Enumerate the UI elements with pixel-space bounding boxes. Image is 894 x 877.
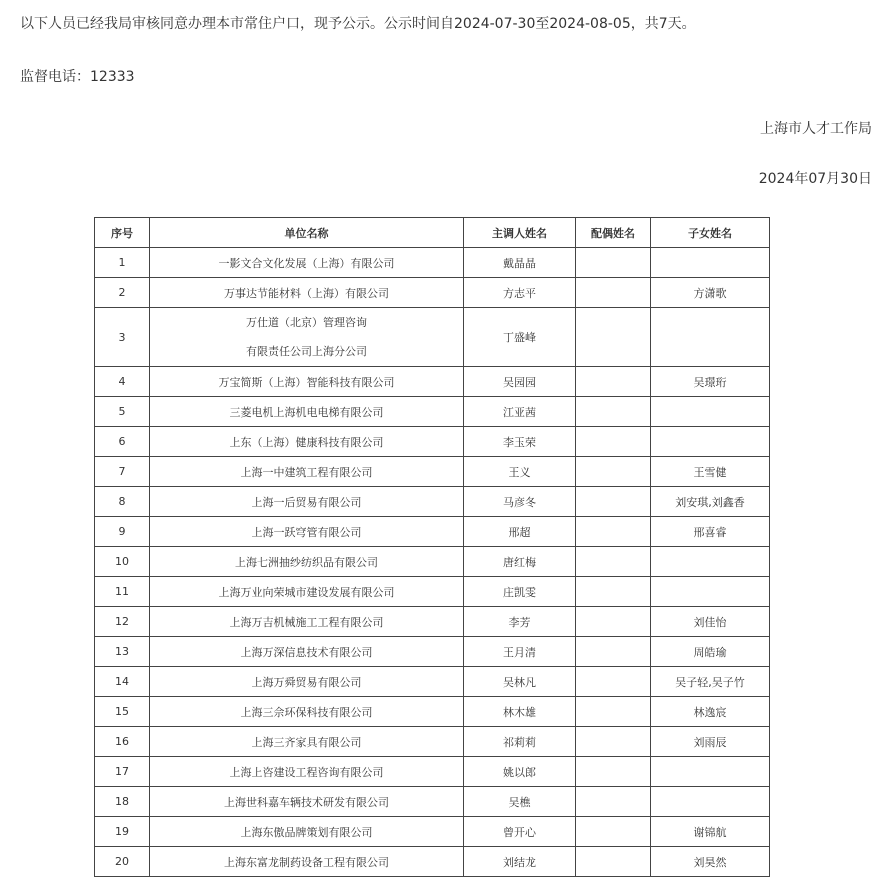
spouse-name (576, 248, 651, 278)
unit-name (150, 308, 464, 367)
main-applicant-name: 王月清 (464, 637, 576, 667)
main-applicant-name: 吴园园 (464, 367, 576, 397)
children-names: 周皓瑜 (651, 637, 770, 667)
main-applicant-name: 江亚茜 (464, 397, 576, 427)
children-names (651, 308, 770, 367)
unit-name: 万事达节能材料（上海）有限公司 (150, 278, 464, 308)
spouse-name (576, 547, 651, 577)
table-row (95, 847, 770, 877)
spouse-name (576, 667, 651, 697)
children-names: 刘雨辰 (651, 727, 770, 757)
main-applicant-name: 王义 (464, 457, 576, 487)
unit-name: 上海一跃穹管有限公司 (150, 517, 464, 547)
table-row (95, 427, 770, 457)
main-applicant-name: 唐红梅 (464, 547, 576, 577)
table-row (95, 367, 770, 397)
main-applicant-name: 祁莉莉 (464, 727, 576, 757)
children-names: 吴璟珩 (651, 367, 770, 397)
unit-name: 上海万舜贸易有限公司 (150, 667, 464, 697)
table-row (95, 637, 770, 667)
children-names (651, 547, 770, 577)
row-number: 12 (95, 607, 150, 637)
children-names: 方潇歌 (651, 278, 770, 308)
children-names (651, 427, 770, 457)
table-row (95, 757, 770, 787)
unit-name: 万宝简斯（上海）智能科技有限公司 (150, 367, 464, 397)
unit-name: 上海万吉机械施工工程有限公司 (150, 607, 464, 637)
row-number: 5 (95, 397, 150, 427)
children-names: 谢锦航 (651, 817, 770, 847)
publish-date: 2024年07月30日 (758, 171, 872, 187)
row-number: 10 (95, 547, 150, 577)
row-number: 20 (95, 847, 150, 877)
spouse-name (576, 517, 651, 547)
row-number: 13 (95, 637, 150, 667)
spouse-name (576, 697, 651, 727)
main-applicant-name: 刘结龙 (464, 847, 576, 877)
main-applicant-name: 马彦冬 (464, 487, 576, 517)
row-number: 9 (95, 517, 150, 547)
table-header-row (95, 218, 770, 248)
main-applicant-name: 丁盛峰 (464, 308, 576, 367)
spouse-name (576, 397, 651, 427)
household-table (94, 217, 770, 877)
unit-name: 上海东富龙制药设备工程有限公司 (150, 847, 464, 877)
unit-name: 上海一中建筑工程有限公司 (150, 457, 464, 487)
unit-name: 上海一后贸易有限公司 (150, 487, 464, 517)
header-spouse: 配偶姓名 (576, 218, 651, 248)
spouse-name (576, 487, 651, 517)
row-number: 1 (95, 248, 150, 278)
table-row (95, 308, 770, 367)
unit-name-line: 有限责任公司上海分公司 (246, 345, 367, 358)
main-applicant-name: 吴樵 (464, 787, 576, 817)
row-number: 17 (95, 757, 150, 787)
unit-name: 一影文合文化发展（上海）有限公司 (150, 248, 464, 278)
unit-name-line: 万仕道（北京）管理咨询 (246, 316, 367, 329)
hotline-text: 监督电话：12333 (20, 69, 135, 85)
table-row (95, 577, 770, 607)
table-row (95, 727, 770, 757)
header-unit: 单位名称 (150, 218, 464, 248)
table-row (95, 817, 770, 847)
spouse-name (576, 607, 651, 637)
table-row (95, 278, 770, 308)
table-row (95, 487, 770, 517)
spouse-name (576, 787, 651, 817)
children-names: 吴子轻,吴子竹 (651, 667, 770, 697)
spouse-name (576, 278, 651, 308)
notice-text: 以下人员已经我局审核同意办理本市常住户口，现予公示。公示时间自2024-07-30至2024-08-05，共7天。 (20, 16, 696, 32)
unit-name: 上海七洲抽纱纺织品有限公司 (150, 547, 464, 577)
main-applicant-name: 庄凯雯 (464, 577, 576, 607)
table-row (95, 607, 770, 637)
main-applicant-name: 方志平 (464, 278, 576, 308)
row-number: 14 (95, 667, 150, 697)
children-names (651, 397, 770, 427)
row-number: 15 (95, 697, 150, 727)
table-row (95, 457, 770, 487)
children-names: 邢喜睿 (651, 517, 770, 547)
household-table-container (94, 217, 770, 877)
main-applicant-name: 曾开心 (464, 817, 576, 847)
unit-name: 上海上咨建设工程咨询有限公司 (150, 757, 464, 787)
unit-name: 上海三佘环保科技有限公司 (150, 697, 464, 727)
unit-name: 上海三齐家具有限公司 (150, 727, 464, 757)
table-row (95, 697, 770, 727)
main-applicant-name: 姚以郎 (464, 757, 576, 787)
children-names (651, 248, 770, 278)
main-applicant-name: 李玉荣 (464, 427, 576, 457)
children-names (651, 757, 770, 787)
table-row (95, 667, 770, 697)
header-children: 子女姓名 (651, 218, 770, 248)
children-names: 刘佳怡 (651, 607, 770, 637)
table-row (95, 397, 770, 427)
table-row (95, 248, 770, 278)
header-no: 序号 (95, 218, 150, 248)
children-names: 刘安琪,刘鑫香 (651, 487, 770, 517)
main-applicant-name: 戴晶晶 (464, 248, 576, 278)
spouse-name (576, 308, 651, 367)
children-names (651, 577, 770, 607)
main-applicant-name: 李芳 (464, 607, 576, 637)
unit-name: 三菱电机上海机电电梯有限公司 (150, 397, 464, 427)
spouse-name (576, 817, 651, 847)
unit-name: 上海万业向荣城市建设发展有限公司 (150, 577, 464, 607)
main-applicant-name: 林木雄 (464, 697, 576, 727)
issuer-name: 上海市人才工作局 (760, 121, 872, 137)
unit-name: 上海东傲品牌策划有限公司 (150, 817, 464, 847)
row-number: 19 (95, 817, 150, 847)
spouse-name (576, 367, 651, 397)
unit-name: 上海万深信息技术有限公司 (150, 637, 464, 667)
row-number: 2 (95, 278, 150, 308)
children-names (651, 787, 770, 817)
row-number: 11 (95, 577, 150, 607)
table-row (95, 547, 770, 577)
spouse-name (576, 637, 651, 667)
row-number: 7 (95, 457, 150, 487)
row-number: 18 (95, 787, 150, 817)
children-names: 王雪健 (651, 457, 770, 487)
spouse-name (576, 757, 651, 787)
children-names: 刘昊然 (651, 847, 770, 877)
row-number: 4 (95, 367, 150, 397)
spouse-name (576, 457, 651, 487)
table-row (95, 517, 770, 547)
spouse-name (576, 727, 651, 757)
header-main-applicant: 主调人姓名 (464, 218, 576, 248)
row-number: 6 (95, 427, 150, 457)
row-number: 16 (95, 727, 150, 757)
spouse-name (576, 577, 651, 607)
unit-name: 上东（上海）健康科技有限公司 (150, 427, 464, 457)
spouse-name (576, 847, 651, 877)
spouse-name (576, 427, 651, 457)
main-applicant-name: 吴林凡 (464, 667, 576, 697)
table-row (95, 787, 770, 817)
unit-name: 上海世科嘉车辆技术研发有限公司 (150, 787, 464, 817)
row-number: 3 (95, 308, 150, 367)
row-number: 8 (95, 487, 150, 517)
main-applicant-name: 邢超 (464, 517, 576, 547)
children-names: 林逸宸 (651, 697, 770, 727)
